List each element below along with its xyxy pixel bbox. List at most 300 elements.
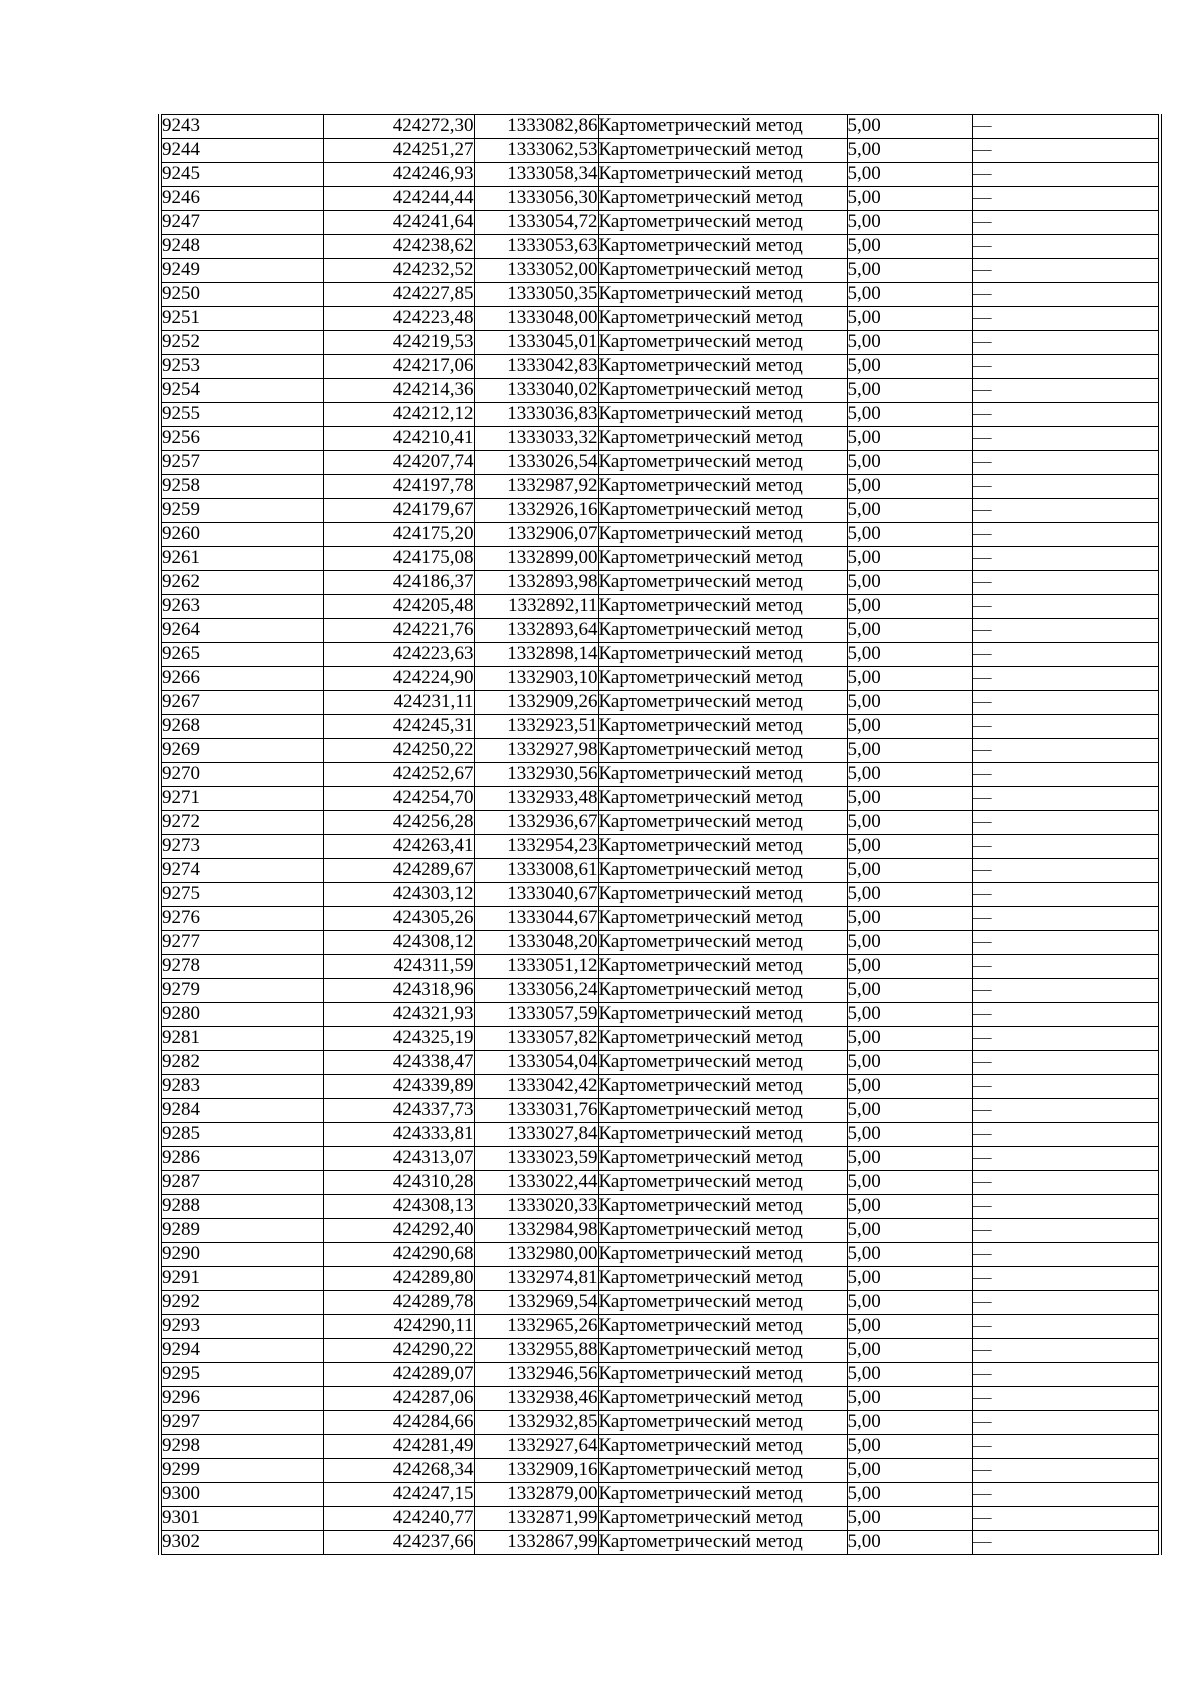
x-coordinate-cell: 424290,68 [323,1243,474,1267]
x-coordinate-cell: 424238,62 [323,235,474,259]
x-coordinate-cell: 424308,13 [323,1195,474,1219]
point-number-cell: 9284 [160,1099,323,1123]
method-cell: Картометрический метод [598,547,847,571]
method-cell: Картометрический метод [598,355,847,379]
method-cell: Картометрический метод [598,1051,847,1075]
accuracy-cell: 5,00 [847,1387,972,1411]
method-cell: Картометрический метод [598,211,847,235]
accuracy-cell: 5,00 [847,427,972,451]
note-cell: — [972,955,1160,979]
accuracy-cell: 5,00 [847,787,972,811]
accuracy-cell: 5,00 [847,331,972,355]
point-number-cell: 9272 [160,811,323,835]
point-number-cell: 9265 [160,643,323,667]
accuracy-cell: 5,00 [847,115,972,139]
y-coordinate-cell: 1333058,34 [474,163,598,187]
x-coordinate-cell: 424223,48 [323,307,474,331]
note-cell: — [972,1267,1160,1291]
y-coordinate-cell: 1333054,72 [474,211,598,235]
accuracy-cell: 5,00 [847,1051,972,1075]
table-row [160,163,1160,187]
method-cell: Картометрический метод [598,931,847,955]
accuracy-cell: 5,00 [847,859,972,883]
y-coordinate-cell: 1332932,85 [474,1411,598,1435]
note-cell: — [972,835,1160,859]
x-coordinate-cell: 424251,27 [323,139,474,163]
point-number-cell: 9244 [160,139,323,163]
point-number-cell: 9280 [160,1003,323,1027]
y-coordinate-cell: 1332987,92 [474,475,598,499]
method-cell: Картометрический метод [598,619,847,643]
table-row [160,667,1160,691]
note-cell: — [972,883,1160,907]
accuracy-cell: 5,00 [847,979,972,1003]
note-cell: — [972,787,1160,811]
method-cell: Картометрический метод [598,1147,847,1171]
table-row [160,595,1160,619]
y-coordinate-cell: 1332923,51 [474,715,598,739]
x-coordinate-cell: 424245,31 [323,715,474,739]
table-row [160,403,1160,427]
point-number-cell: 9281 [160,1027,323,1051]
x-coordinate-cell: 424333,81 [323,1123,474,1147]
note-cell: — [972,571,1160,595]
point-number-cell: 9274 [160,859,323,883]
y-coordinate-cell: 1332938,46 [474,1387,598,1411]
point-number-cell: 9261 [160,547,323,571]
method-cell: Картометрический метод [598,1003,847,1027]
y-coordinate-cell: 1332930,56 [474,763,598,787]
table-row [160,571,1160,595]
accuracy-cell: 5,00 [847,1507,972,1531]
point-number-cell: 9287 [160,1171,323,1195]
y-coordinate-cell: 1333033,32 [474,427,598,451]
method-cell: Картометрический метод [598,1531,847,1555]
method-cell: Картометрический метод [598,163,847,187]
y-coordinate-cell: 1333020,33 [474,1195,598,1219]
point-number-cell: 9302 [160,1531,323,1555]
y-coordinate-cell: 1333008,61 [474,859,598,883]
method-cell: Картометрический метод [598,787,847,811]
note-cell: — [972,523,1160,547]
method-cell: Картометрический метод [598,187,847,211]
point-number-cell: 9258 [160,475,323,499]
accuracy-cell: 5,00 [847,1027,972,1051]
point-number-cell: 9271 [160,787,323,811]
accuracy-cell: 5,00 [847,955,972,979]
table-row [160,1387,1160,1411]
table-row [160,307,1160,331]
point-number-cell: 9251 [160,307,323,331]
table-row [160,787,1160,811]
note-cell: — [972,763,1160,787]
table-row [160,235,1160,259]
accuracy-cell: 5,00 [847,1243,972,1267]
x-coordinate-cell: 424321,93 [323,1003,474,1027]
note-cell: — [972,547,1160,571]
point-number-cell: 9297 [160,1411,323,1435]
table-row [160,979,1160,1003]
accuracy-cell: 5,00 [847,619,972,643]
accuracy-cell: 5,00 [847,283,972,307]
method-cell: Картометрический метод [598,1387,847,1411]
point-number-cell: 9256 [160,427,323,451]
y-coordinate-cell: 1333042,83 [474,355,598,379]
method-cell: Картометрический метод [598,1507,847,1531]
note-cell: — [972,1003,1160,1027]
x-coordinate-cell: 424292,40 [323,1219,474,1243]
point-number-cell: 9252 [160,331,323,355]
x-coordinate-cell: 424318,96 [323,979,474,1003]
note-cell: — [972,187,1160,211]
accuracy-cell: 5,00 [847,187,972,211]
note-cell: — [972,1339,1160,1363]
accuracy-cell: 5,00 [847,1291,972,1315]
y-coordinate-cell: 1332954,23 [474,835,598,859]
method-cell: Картометрический метод [598,643,847,667]
note-cell: — [972,859,1160,883]
table-row [160,1339,1160,1363]
point-number-cell: 9266 [160,667,323,691]
table-row [160,1051,1160,1075]
note-cell: — [972,1435,1160,1459]
note-cell: — [972,139,1160,163]
accuracy-cell: 5,00 [847,1075,972,1099]
method-cell: Картометрический метод [598,1267,847,1291]
note-cell: — [972,1363,1160,1387]
accuracy-cell: 5,00 [847,403,972,427]
note-cell: — [972,739,1160,763]
accuracy-cell: 5,00 [847,475,972,499]
method-cell: Картометрический метод [598,139,847,163]
point-number-cell: 9268 [160,715,323,739]
point-number-cell: 9245 [160,163,323,187]
table-row [160,475,1160,499]
x-coordinate-cell: 424240,77 [323,1507,474,1531]
method-cell: Картометрический метод [598,859,847,883]
accuracy-cell: 5,00 [847,1411,972,1435]
y-coordinate-cell: 1332867,99 [474,1531,598,1555]
x-coordinate-cell: 424250,22 [323,739,474,763]
y-coordinate-cell: 1333042,42 [474,1075,598,1099]
note-cell: — [972,1027,1160,1051]
table-row [160,115,1160,139]
x-coordinate-cell: 424214,36 [323,379,474,403]
method-cell: Картометрический метод [598,499,847,523]
point-number-cell: 9267 [160,691,323,715]
accuracy-cell: 5,00 [847,1459,972,1483]
y-coordinate-cell: 1333054,04 [474,1051,598,1075]
note-cell: — [972,259,1160,283]
y-coordinate-cell: 1332936,67 [474,811,598,835]
table-row [160,1123,1160,1147]
table-row [160,1267,1160,1291]
x-coordinate-cell: 424303,12 [323,883,474,907]
note-cell: — [972,667,1160,691]
accuracy-cell: 5,00 [847,1099,972,1123]
y-coordinate-cell: 1332927,98 [474,739,598,763]
table-row [160,1219,1160,1243]
table-row [160,1075,1160,1099]
x-coordinate-cell: 424313,07 [323,1147,474,1171]
table-row [160,1147,1160,1171]
x-coordinate-cell: 424207,74 [323,451,474,475]
table-row [160,715,1160,739]
note-cell: — [972,475,1160,499]
method-cell: Картометрический метод [598,475,847,499]
note-cell: — [972,1075,1160,1099]
y-coordinate-cell: 1333052,00 [474,259,598,283]
note-cell: — [972,619,1160,643]
accuracy-cell: 5,00 [847,691,972,715]
accuracy-cell: 5,00 [847,1315,972,1339]
table-row [160,1531,1160,1555]
y-coordinate-cell: 1333057,59 [474,1003,598,1027]
method-cell: Картометрический метод [598,1483,847,1507]
table-row [160,907,1160,931]
x-coordinate-cell: 424263,41 [323,835,474,859]
x-coordinate-cell: 424289,07 [323,1363,474,1387]
x-coordinate-cell: 424241,64 [323,211,474,235]
point-number-cell: 9298 [160,1435,323,1459]
point-number-cell: 9262 [160,571,323,595]
x-coordinate-cell: 424339,89 [323,1075,474,1099]
y-coordinate-cell: 1333023,59 [474,1147,598,1171]
table-row [160,1171,1160,1195]
x-coordinate-cell: 424287,06 [323,1387,474,1411]
y-coordinate-cell: 1332980,00 [474,1243,598,1267]
method-cell: Картометрический метод [598,259,847,283]
note-cell: — [972,1123,1160,1147]
y-coordinate-cell: 1332903,10 [474,667,598,691]
table-row [160,1483,1160,1507]
point-number-cell: 9275 [160,883,323,907]
accuracy-cell: 5,00 [847,931,972,955]
x-coordinate-cell: 424338,47 [323,1051,474,1075]
note-cell: — [972,499,1160,523]
point-number-cell: 9289 [160,1219,323,1243]
accuracy-cell: 5,00 [847,259,972,283]
x-coordinate-cell: 424212,12 [323,403,474,427]
table-row [160,331,1160,355]
note-cell: — [972,379,1160,403]
point-number-cell: 9254 [160,379,323,403]
table-row [160,1027,1160,1051]
method-cell: Картометрический метод [598,1123,847,1147]
table-row [160,547,1160,571]
point-number-cell: 9255 [160,403,323,427]
y-coordinate-cell: 1332893,64 [474,619,598,643]
note-cell: — [972,163,1160,187]
accuracy-cell: 5,00 [847,1435,972,1459]
method-cell: Картометрический метод [598,835,847,859]
table-row [160,859,1160,883]
y-coordinate-cell: 1333040,02 [474,379,598,403]
note-cell: — [972,235,1160,259]
x-coordinate-cell: 424337,73 [323,1099,474,1123]
x-coordinate-cell: 424289,78 [323,1291,474,1315]
y-coordinate-cell: 1333062,53 [474,139,598,163]
table-row [160,763,1160,787]
accuracy-cell: 5,00 [847,811,972,835]
table-row [160,1099,1160,1123]
x-coordinate-cell: 424232,52 [323,259,474,283]
accuracy-cell: 5,00 [847,715,972,739]
x-coordinate-cell: 424186,37 [323,571,474,595]
method-cell: Картометрический метод [598,1219,847,1243]
method-cell: Картометрический метод [598,331,847,355]
method-cell: Картометрический метод [598,1291,847,1315]
note-cell: — [972,1387,1160,1411]
method-cell: Картометрический метод [598,379,847,403]
method-cell: Картометрический метод [598,1195,847,1219]
point-number-cell: 9283 [160,1075,323,1099]
x-coordinate-cell: 424179,67 [323,499,474,523]
point-number-cell: 9269 [160,739,323,763]
table-row [160,883,1160,907]
x-coordinate-cell: 424175,08 [323,547,474,571]
x-coordinate-cell: 424305,26 [323,907,474,931]
method-cell: Картометрический метод [598,1411,847,1435]
table-row [160,451,1160,475]
x-coordinate-cell: 424231,11 [323,691,474,715]
table-row [160,187,1160,211]
table-row [160,259,1160,283]
y-coordinate-cell: 1333040,67 [474,883,598,907]
x-coordinate-cell: 424219,53 [323,331,474,355]
accuracy-cell: 5,00 [847,547,972,571]
y-coordinate-cell: 1333051,12 [474,955,598,979]
point-number-cell: 9249 [160,259,323,283]
y-coordinate-cell: 1333036,83 [474,403,598,427]
accuracy-cell: 5,00 [847,1339,972,1363]
accuracy-cell: 5,00 [847,499,972,523]
y-coordinate-cell: 1332926,16 [474,499,598,523]
method-cell: Картометрический метод [598,523,847,547]
table-row [160,1435,1160,1459]
note-cell: — [972,643,1160,667]
point-number-cell: 9270 [160,763,323,787]
point-number-cell: 9294 [160,1339,323,1363]
y-coordinate-cell: 1332879,00 [474,1483,598,1507]
accuracy-cell: 5,00 [847,1267,972,1291]
table-row [160,283,1160,307]
accuracy-cell: 5,00 [847,1171,972,1195]
note-cell: — [972,427,1160,451]
table-row [160,931,1160,955]
x-coordinate-cell: 424197,78 [323,475,474,499]
point-number-cell: 9299 [160,1459,323,1483]
y-coordinate-cell: 1333082,86 [474,115,598,139]
point-number-cell: 9277 [160,931,323,955]
method-cell: Картометрический метод [598,739,847,763]
method-cell: Картометрический метод [598,1075,847,1099]
point-number-cell: 9300 [160,1483,323,1507]
note-cell: — [972,715,1160,739]
note-cell: — [972,1459,1160,1483]
table-row [160,379,1160,403]
accuracy-cell: 5,00 [847,1147,972,1171]
method-cell: Картометрический метод [598,595,847,619]
method-cell: Картометрический метод [598,1435,847,1459]
method-cell: Картометрический метод [598,451,847,475]
point-number-cell: 9248 [160,235,323,259]
note-cell: — [972,1411,1160,1435]
y-coordinate-cell: 1332871,99 [474,1507,598,1531]
note-cell: — [972,907,1160,931]
point-number-cell: 9257 [160,451,323,475]
method-cell: Картометрический метод [598,235,847,259]
accuracy-cell: 5,00 [847,907,972,931]
method-cell: Картометрический метод [598,1459,847,1483]
table-row [160,139,1160,163]
y-coordinate-cell: 1333026,54 [474,451,598,475]
y-coordinate-cell: 1332893,98 [474,571,598,595]
x-coordinate-cell: 424227,85 [323,283,474,307]
point-number-cell: 9276 [160,907,323,931]
note-cell: — [972,595,1160,619]
coordinates-table-body [160,115,1160,1555]
y-coordinate-cell: 1333044,67 [474,907,598,931]
accuracy-cell: 5,00 [847,307,972,331]
point-number-cell: 9253 [160,355,323,379]
point-number-cell: 9279 [160,979,323,1003]
note-cell: — [972,1195,1160,1219]
note-cell: — [972,931,1160,955]
x-coordinate-cell: 424308,12 [323,931,474,955]
table-row [160,1459,1160,1483]
x-coordinate-cell: 424224,90 [323,667,474,691]
point-number-cell: 9264 [160,619,323,643]
x-coordinate-cell: 424175,20 [323,523,474,547]
x-coordinate-cell: 424205,48 [323,595,474,619]
method-cell: Картометрический метод [598,715,847,739]
note-cell: — [972,979,1160,1003]
x-coordinate-cell: 424244,44 [323,187,474,211]
y-coordinate-cell: 1332946,56 [474,1363,598,1387]
x-coordinate-cell: 424281,49 [323,1435,474,1459]
method-cell: Картометрический метод [598,955,847,979]
accuracy-cell: 5,00 [847,667,972,691]
method-cell: Картометрический метод [598,1171,847,1195]
accuracy-cell: 5,00 [847,451,972,475]
x-coordinate-cell: 424284,66 [323,1411,474,1435]
accuracy-cell: 5,00 [847,523,972,547]
point-number-cell: 9293 [160,1315,323,1339]
y-coordinate-cell: 1333022,44 [474,1171,598,1195]
point-number-cell: 9290 [160,1243,323,1267]
accuracy-cell: 5,00 [847,1363,972,1387]
point-number-cell: 9291 [160,1267,323,1291]
table-row [160,1363,1160,1387]
accuracy-cell: 5,00 [847,1531,972,1555]
x-coordinate-cell: 424237,66 [323,1531,474,1555]
x-coordinate-cell: 424325,19 [323,1027,474,1051]
note-cell: — [972,211,1160,235]
x-coordinate-cell: 424289,67 [323,859,474,883]
point-number-cell: 9260 [160,523,323,547]
note-cell: — [972,355,1160,379]
point-number-cell: 9296 [160,1387,323,1411]
method-cell: Картометрический метод [598,1363,847,1387]
table-row [160,955,1160,979]
y-coordinate-cell: 1333050,35 [474,283,598,307]
table-row [160,1195,1160,1219]
accuracy-cell: 5,00 [847,235,972,259]
y-coordinate-cell: 1332969,54 [474,1291,598,1315]
accuracy-cell: 5,00 [847,835,972,859]
accuracy-cell: 5,00 [847,1123,972,1147]
